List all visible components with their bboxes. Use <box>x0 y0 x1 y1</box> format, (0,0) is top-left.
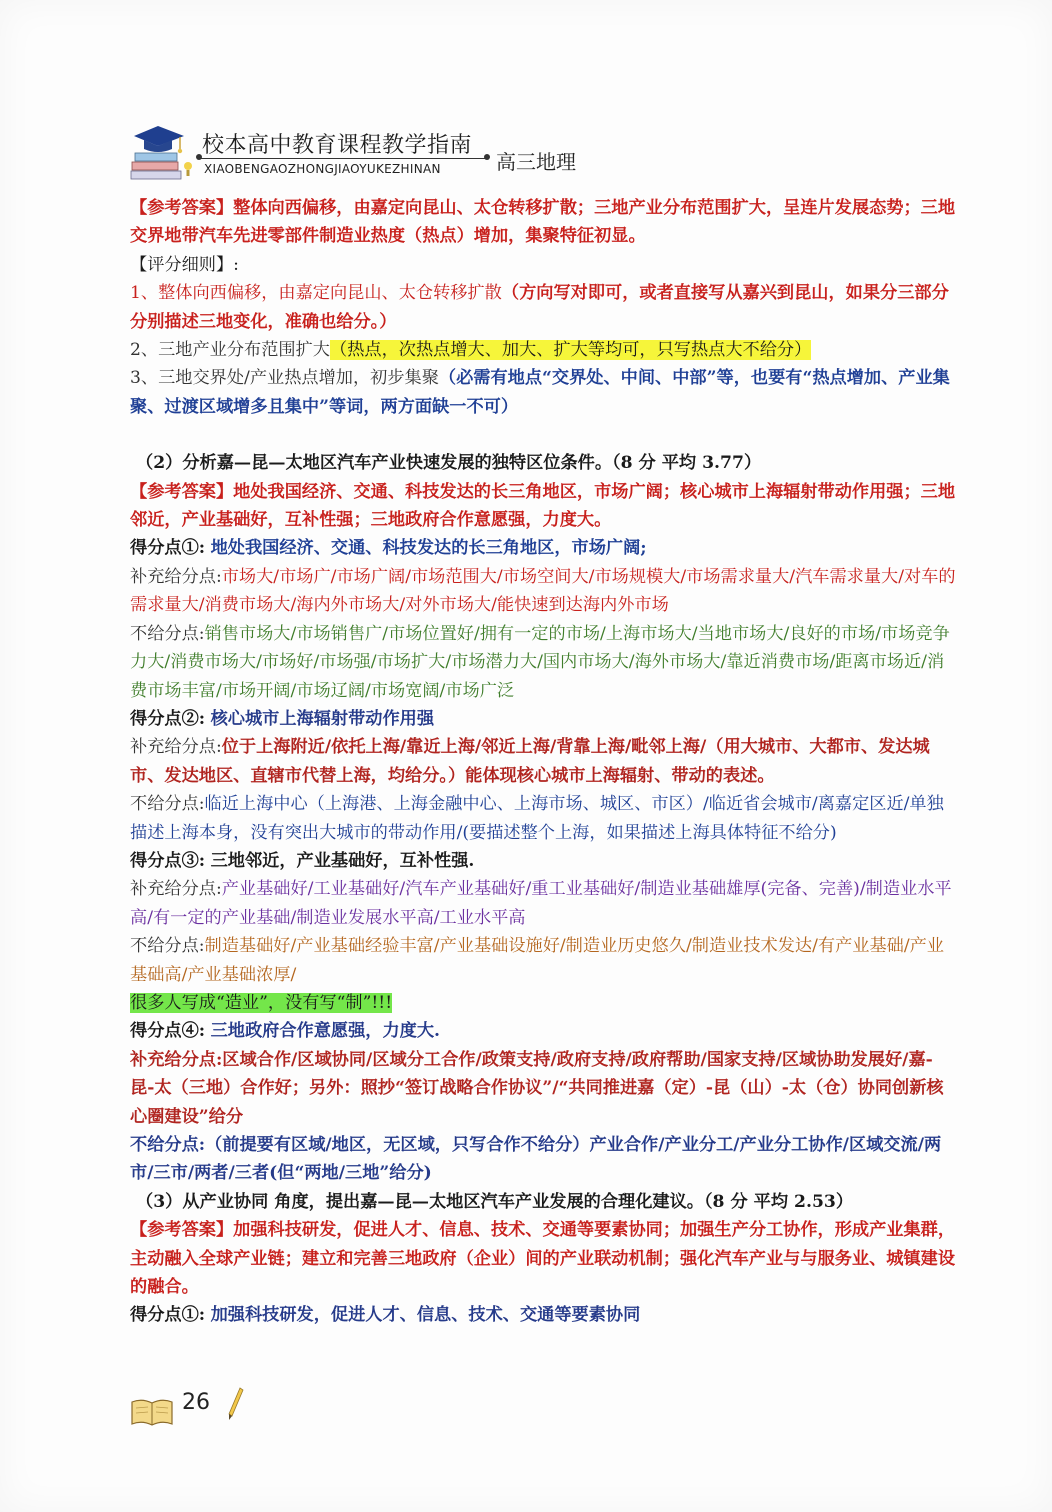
answer-text: 地处我国经济、交通、科技发达的长三角地区，市场广阔；核心城市上海辐射带动作用强；三地邻近，产业基础好，互补性强；三地政府合作意愿强，力度大。 <box>130 481 956 531</box>
divider-dot-left <box>196 154 202 160</box>
nogive-text: 制造基础好/产业基础经验丰富/产业基础设施好/制造业历史悠久/制造业技术发达/有产业基础/产业基础高/产业基础浓厚/ <box>130 936 944 985</box>
supp-label: 补充给分点: <box>130 879 222 900</box>
q2-point-3-note <box>130 989 956 1017</box>
q2-point-2-nogive <box>130 790 956 847</box>
highlight-note: 很多人写成“造业”，没有写“制”!!! <box>130 992 393 1013</box>
question-2-title: （2）分析嘉—昆—太地区汽车产业快速发展的独特区位条件。（8 分 平均 3.77） <box>136 453 762 474</box>
q2-point-4-nogive: 不给分点:（前提要有区域/地区，无区域，只写合作不给分）产业合作/产业分工/产业分工协作/区域交流/两市/三市/两者/三者(但“两地/三地”给分) <box>130 1135 942 1184</box>
graduation-cap-books-icon <box>128 122 194 184</box>
header-divider <box>200 158 486 159</box>
point-text: 核心城市上海辐射带动作用强 <box>210 708 435 729</box>
answer-text: 加强科技研发，促进人才、信息、技术、交通等要素协同；加强生产分工协作，形成产业集群，主动融入全球产业链；建立和完善三地政府（企业）间的产业联动机制；强化汽车产业与与服务业、城镇建设的融合。 <box>130 1220 956 1298</box>
supp-text: 市场大/市场广/市场广阔/市场范围大/市场空间大/市场规模大/市场需求量大/汽车需求量大/对车的需求量大/消费市场大/海内外市场大/对外市场大/能快速到达海内外市场 <box>130 566 956 616</box>
page-number: 26 <box>182 1390 210 1415</box>
divider-dot-right <box>484 154 490 160</box>
rubric-item-3 <box>130 364 956 421</box>
supp-text: 位于上海附近/依托上海/靠近上海/邻近上海/背靠上海/毗邻上海/（用大城市、大都市、发达城市、发达地区、直辖市代替上海，均给分。）能体现核心城市上海辐射、带动的表述。 <box>130 737 930 786</box>
q3-point-1 <box>130 1301 956 1329</box>
q2-point-2 <box>130 705 956 733</box>
point-text: 地处我国经济、交通、科技发达的长三角地区，市场广阔; <box>210 538 647 559</box>
q2-point-3-supplement <box>130 875 956 932</box>
point-label: 得分点①: <box>130 538 206 559</box>
rubric-item-text: 3、三地交界处/产业热点增加，初步集聚 <box>130 368 439 389</box>
page-content <box>130 194 956 1330</box>
q2-point-2-supplement <box>130 733 956 790</box>
answer-text: 整体向西偏移，由嘉定向昆山、太仓转移扩散；三地产业分布范围扩大，呈连片发展态势；三地交界地带汽车先进零部件制造业热度（热点）增加，集聚特征初显。 <box>130 198 956 247</box>
header-subject: 高三地理 <box>496 150 576 174</box>
point-text: 三地政府合作意愿强，力度大. <box>210 1021 441 1042</box>
supp-label: 补充给分点: <box>130 566 222 587</box>
pencil-icon <box>226 1386 244 1422</box>
rubric-item-2 <box>130 336 956 364</box>
s1-answer <box>130 194 956 251</box>
q2-point-4-supplement: 补充给分点:区域合作/区域协同/区域分工合作/政策支持/政府支持/政府帮助/国家支持/区域协助发展好/嘉-昆-太（三地）合作好；另外：照抄“签订战略合作协议”/“共同推进嘉（定）-昆（山）-太（仓）协同创新核心圈建设”给分 <box>130 1049 944 1127</box>
point-text: 三地邻近，产业基础好，互补性强. <box>210 850 475 871</box>
header-subtitle: XIAOBENGAOZHONGJIAOYUKEZHINAN <box>204 162 441 176</box>
nogive-label: 不给分点: <box>130 623 205 644</box>
rubric-title: 【评分细则】: <box>130 254 239 275</box>
rubric-item-note-highlight: （热点，次热点增大、加大、扩大等均可，只写热点大不给分） <box>330 340 812 361</box>
page-footer <box>130 1384 270 1434</box>
rubric-item-text: 1、整体向西偏移，由嘉定向昆山、太仓转移扩散 <box>130 283 502 304</box>
rubric-item-note: （必需有地点“交界处、中间、中部”等，也要有“热点增加、产业集聚、过渡区域增多且集中”等词，两方面缺一不可） <box>130 368 950 417</box>
rubric-item-note: （方向写对即可，或者直接写从嘉兴到昆山，如果分三部分分别描述三地变化，准确也给分。） <box>130 283 949 332</box>
page-header <box>128 118 728 188</box>
q2-point-1 <box>130 534 956 562</box>
answer-tag: 【参考答案】 <box>130 1220 234 1241</box>
q2-point-3 <box>130 847 956 875</box>
q2-point-1-nogive <box>130 620 956 705</box>
q2-point-4 <box>130 1017 956 1045</box>
nogive-label: 不给分点: <box>130 794 205 815</box>
rubric-item-text: 2、三地产业分布范围扩大 <box>130 340 330 361</box>
supp-text: 产业基础好/工业基础好/汽车产业基础好/重工业基础好/制造业基础雄厚(完备、完善)/制造业水平高/有一定的产业基础/制造业发展水平高/工业水平高 <box>130 879 952 928</box>
q2-answer <box>130 478 956 535</box>
q2-point-3-nogive <box>130 932 956 989</box>
rubric-item-1 <box>130 279 956 336</box>
point-text: 加强科技研发，促进人才、信息、技术、交通等要素协同 <box>210 1305 641 1326</box>
nogive-label: 不给分点: <box>130 936 205 957</box>
open-book-icon <box>130 1396 174 1428</box>
answer-tag: 【参考答案】 <box>130 198 234 218</box>
supp-label: 补充给分点: <box>130 737 222 758</box>
nogive-text: 临近上海中心（上海港、上海金融中心、上海市场、城区、市区）/临近省会城市/离嘉定区近/单独描述上海本身，没有突出大城市的带动作用/(要描述整个上海，如果描述上海具体特征不给分) <box>130 794 944 843</box>
point-label: 得分点③: <box>130 850 206 871</box>
q3-answer <box>130 1216 956 1301</box>
answer-tag: 【参考答案】 <box>130 481 234 502</box>
nogive-text: 销售市场大/市场销售广/市场位置好/拥有一定的市场/上海市场大/当地市场大/良好的市场/市场竞争力大/消费市场大/市场好/市场强/市场扩大/市场潜力大/国内市场大/海外市场大/靠近消费市场/距离市场近/消费市场丰富/市场开阔/市场辽阔/市场宽阔/市场广泛 <box>130 623 950 701</box>
q2-point-1-supplement <box>130 563 956 620</box>
point-label: 得分点①: <box>130 1305 206 1326</box>
point-label: 得分点④: <box>130 1021 206 1042</box>
header-title: 校本高中教育课程教学指南 <box>202 133 473 158</box>
point-label: 得分点②: <box>130 708 206 729</box>
question-3-title: （3）从产业协同 角度，提出嘉—昆—太地区汽车产业发展的合理化建议。（8 分 平均 2.53） <box>136 1191 854 1212</box>
